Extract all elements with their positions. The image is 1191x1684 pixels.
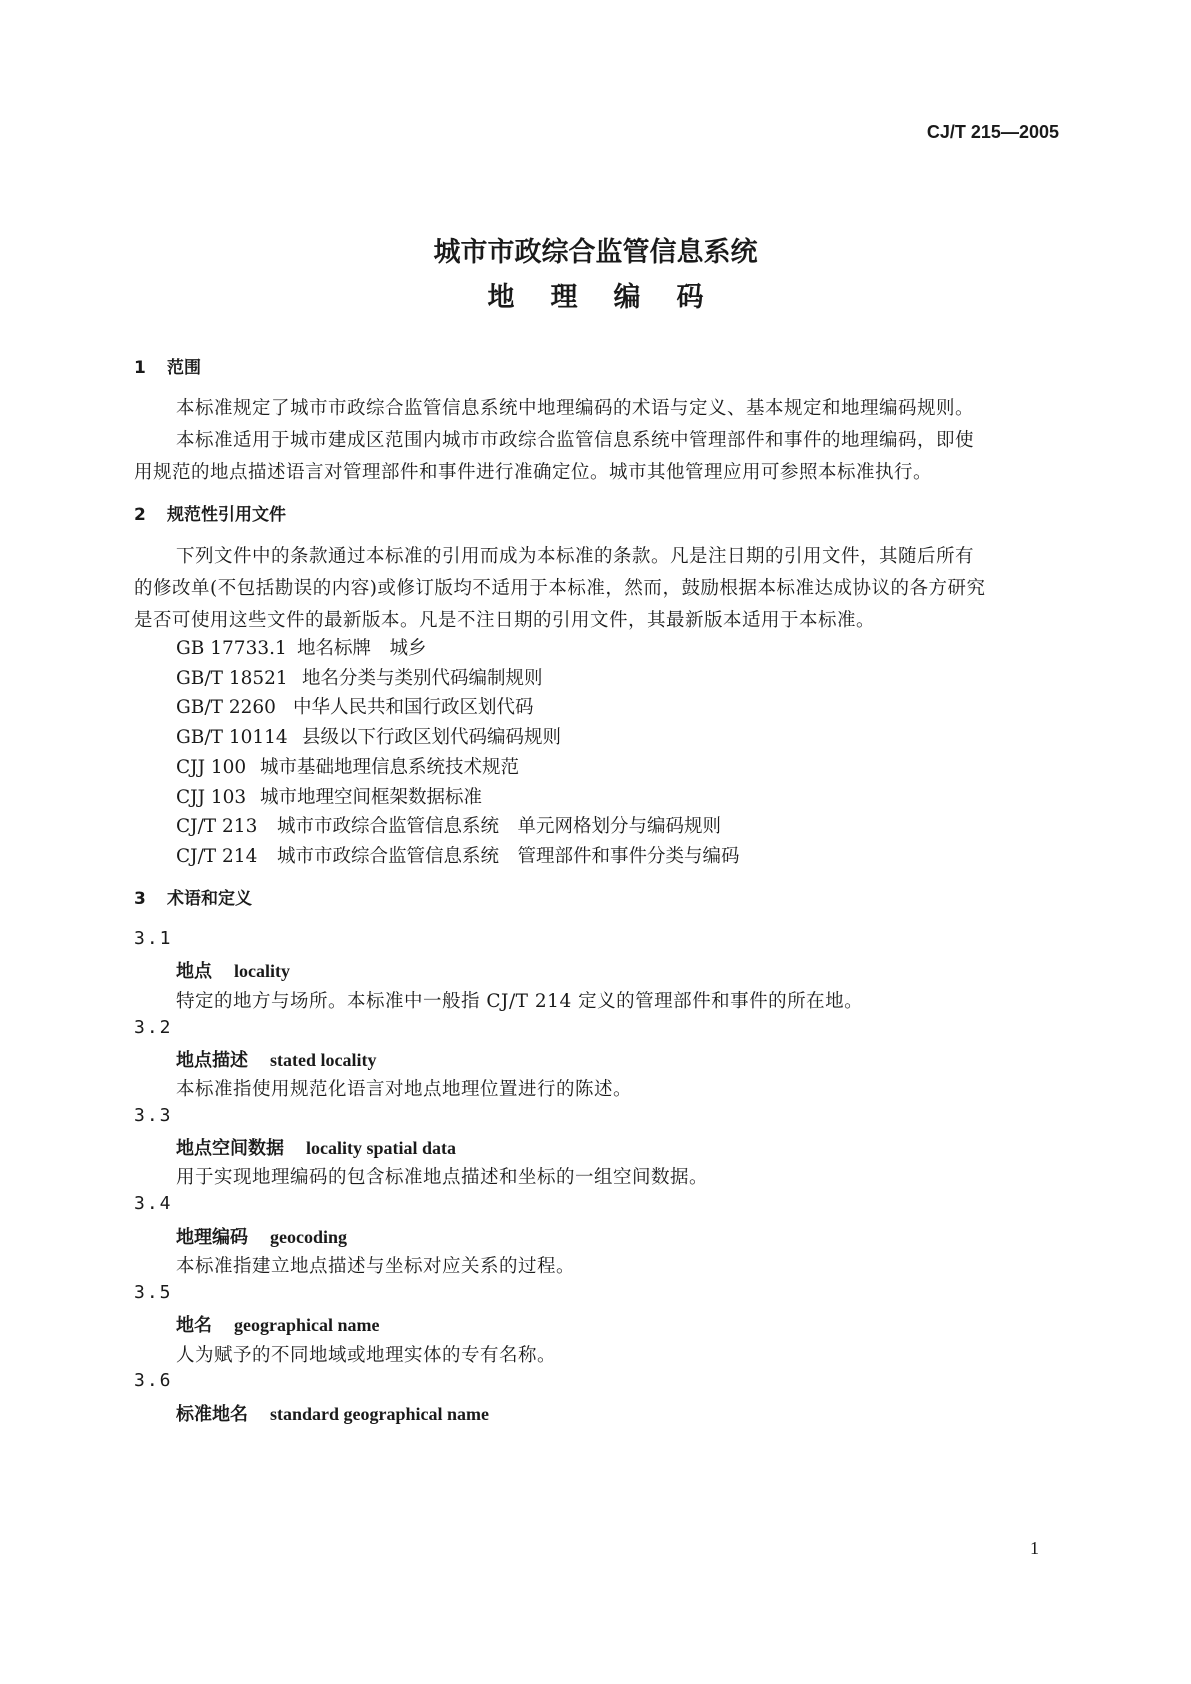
page-number: 1 [1030,1538,1039,1558]
reference-item: CJ/T 214 城市市政综合监管信息系统 管理部件和事件分类与编码 [176,846,740,867]
scope-paragraph-2: 本标准适用于城市建成区范围内城市市政综合监管信息系统中管理部件和事件的地理编码，即使 用规范的地点描述语言对管理部件和事件进行准确定位。城市其他管理应用可参照本标准执行。 [134,430,975,483]
reference-item: CJJ 100 城市基础地理信息系统技术规范 [176,757,520,778]
section-number: 1 [134,358,146,378]
term-number: 3.2 [134,1017,173,1038]
term-definition: 本标准指建立地点描述与坐标对应关系的过程。 [176,1256,576,1277]
document-title: 城市市政综合监管信息系统 [433,237,758,268]
term-heading: 地名 geographical name [176,1315,380,1336]
reference-item: GB/T 18521 地名分类与类别代码编制规则 [176,668,543,689]
term-number: 3.6 [134,1370,173,1391]
section-number: 3 [134,889,146,909]
section-title: 术语和定义 [167,889,252,909]
term-number: 3.3 [134,1105,173,1126]
section-number: 2 [134,505,146,525]
reference-item: GB/T 10114 县级以下行政区划代码编码规则 [176,727,562,748]
term-number: 3.4 [134,1193,173,1214]
term-definition: 人为赋予的不同地域或地理实体的专有名称。 [176,1345,557,1366]
term-heading: 地点描述 stated locality [176,1050,377,1071]
term-heading: 地理编码 geocoding [176,1227,348,1248]
term-heading: 地点 locality [176,961,290,982]
term-heading: 标准地名 standard geographical name [176,1404,490,1425]
reference-item: CJ/T 213 城市市政综合监管信息系统 单元网格划分与编码规则 [176,816,722,837]
term-definition: 特定的地方与场所。本标准中一般指 CJ/T 214 定义的管理部件和事件的所在地。 [176,991,864,1012]
section-title: 规范性引用文件 [167,505,286,525]
reference-item: GB/T 2260 中华人民共和国行政区划代码 [176,697,534,718]
section-3-heading [134,884,252,909]
section-1-heading [134,353,201,378]
reference-item: CJJ 103 城市地理空间框架数据标准 [176,787,483,808]
term-number: 3.5 [134,1282,173,1303]
normative-references-paragraph: 下列文件中的条款通过本标准的引用而成为本标准的条款。凡是注日期的引用文件，其随后所有 的修改单(不包括勘误的内容)或修订版均不适用于本标准，然而，鼓励根据本标准达成协议的各方研究 是否可使用这些文件的最新版本。凡是不注日期的引用文件，其最新版本适用于本标准。 [134,546,986,631]
section-2-heading [134,500,286,525]
reference-item: GB 17733.1 地名标牌 城乡 [176,638,427,659]
scope-paragraph-1: 本标准规定了城市市政综合监管信息系统中地理编码的术语与定义、基本规定和地理编码规则。 [176,398,975,419]
standard-code: CJ/T 215—2005 [926,122,1059,142]
term-definition: 本标准指使用规范化语言对地点地理位置进行的陈述。 [176,1079,633,1100]
document-subtitle: 地理编码 [487,282,740,313]
term-definition: 用于实现地理编码的包含标准地点描述和坐标的一组空间数据。 [176,1167,709,1188]
term-number: 3.1 [134,928,173,949]
section-title: 范围 [167,358,201,378]
term-heading: 地点空间数据 locality spatial data [176,1138,457,1159]
